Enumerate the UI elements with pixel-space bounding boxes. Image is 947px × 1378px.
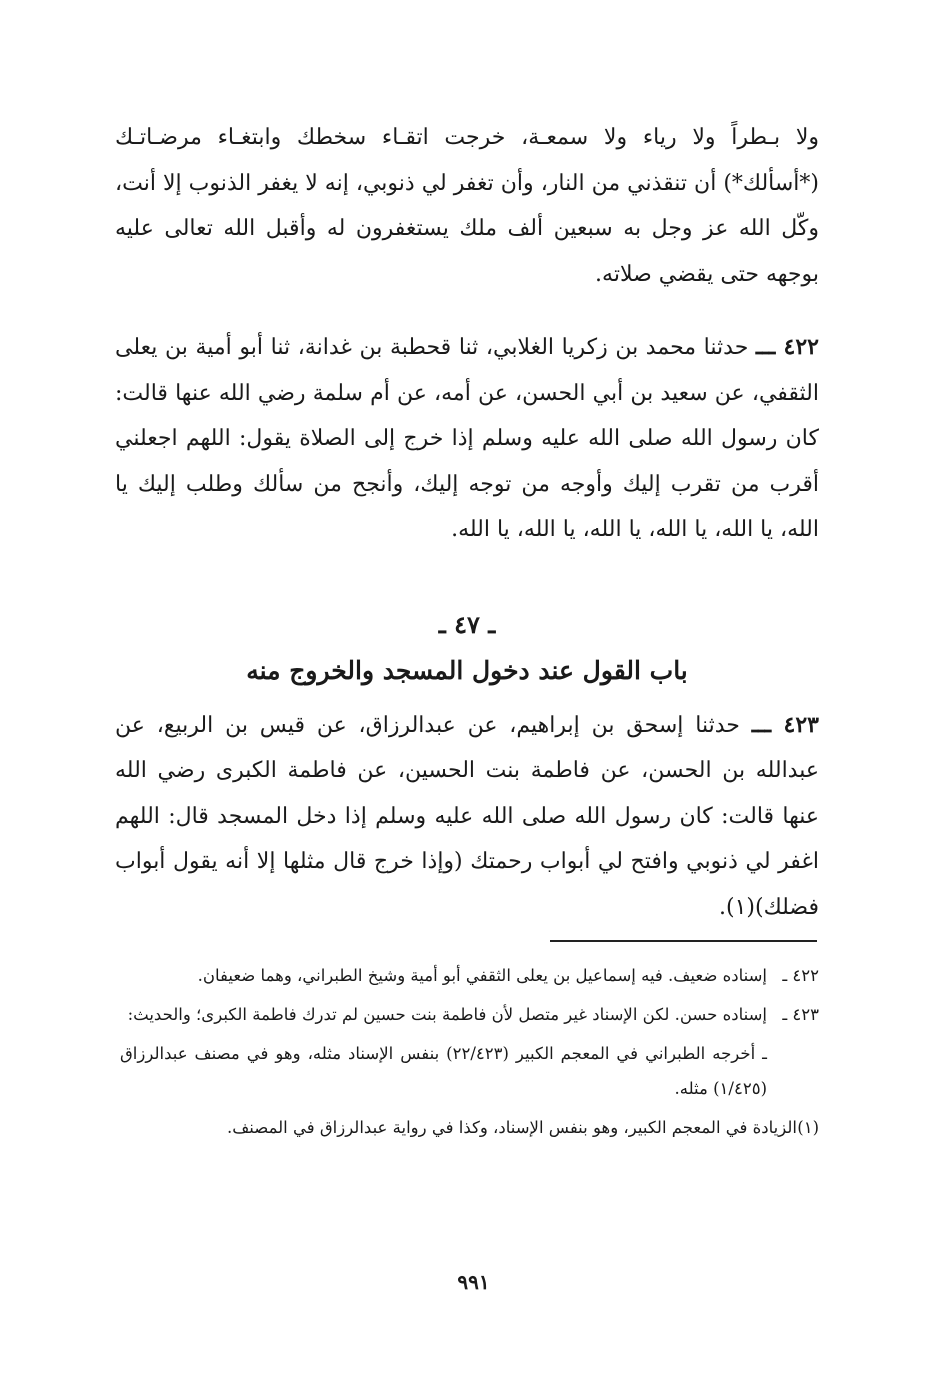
intro-paragraph: ولا بـطراً ولا رياء ولا سمعـة، خرجت اتقـاء سخطك وابتغـاء مرضـاتـك (*أسألك*) أن تنقذني من النار، وأن تغفر لي ذنوبي، إنه لا يغفر الذنوب إلا أنت، وكّل الله عز وجل به سبعين ألف ملك يستغفرون له وأقبل الله تعالى عليه بوجهه حتى يقضي صلاته. — [115, 125, 819, 287]
spacer — [115, 553, 819, 603]
page-body — [115, 115, 819, 930]
footnote-divider — [550, 940, 817, 942]
footnote-422 — [120, 958, 819, 993]
footnote-423-cont — [120, 1036, 819, 1106]
hadith-number: ٤٢٢ ـــ — [755, 334, 819, 360]
footnote-label: ٤٢٣ ـ — [782, 1005, 819, 1024]
hadith-423 — [115, 703, 819, 931]
hadith-number: ٤٢٣ ـــ — [751, 711, 819, 738]
footnote-423 — [120, 997, 819, 1032]
footnote-label: (١) — [797, 1118, 819, 1137]
chapter-title: باب القول عند دخول المسجد والخروج منه — [246, 655, 688, 685]
footnote-text: الزيادة في المعجم الكبير، وهو بنفس الإسناد، وكذا في رواية عبدالرزاق في المصنف. — [226, 1118, 797, 1137]
hadith-text: حدثنا محمد بن زكريا الغلابي، ثنا قحطبة بن غدانة، ثنا أبو أمية بن يعلى الثقفي، عن سعيد بن أبي الحسن، عن أمه، عن أم سلمة رضي الله عنها قالت: كان رسول الله صلى الله عليه وسلم إذا خرج إلى الصلاة يقول: اللهم اجعلني أقرب من تقرب إليك وأوجه من توجه إليك، وأنجح من سألك وطلب إليك يا الله، يا الله، يا الله، يا الله، يا الله، يا الله. — [115, 335, 819, 542]
footnote-text: إسناده حسن. لكن الإسناد غير متصل لأن فاطمة بنت حسين لم تدرك فاطمة الكبرى؛ والحديث: — [127, 1005, 767, 1024]
page-number: ٩٩١ — [457, 1270, 490, 1294]
footnote-1 — [120, 1110, 819, 1145]
hadith-text: حدثنا إسحق بن إبراهيم، عن عبدالرزاق، عن قيس بن الربيع، عن عبدالله بن الحسن، عن فاطمة بنت الحسين، عن فاطمة الكبرى رضي الله عنها قالت: كان رسول الله صلى الله عليه وسلم إذا دخل المسجد قال: اللهم اغفر لي ذنوبي وافتح لي أبواب رحمتك (وإذا خرج قال مثلها إلا أنه يقول أبواب فضلك)(١). — [115, 712, 819, 920]
footnote-text: إسناده ضعيف. فيه إسماعيل بن يعلى الثقفي أبو أمية وشيخ الطبراني، وهما ضعيفان. — [197, 966, 767, 985]
hadith-422 — [115, 325, 819, 553]
spacer — [115, 297, 819, 325]
footnotes — [120, 958, 819, 1149]
chapter-number: ـ ٤٧ ـ — [438, 609, 496, 639]
footnote-label: ٤٢٢ ـ — [782, 966, 819, 985]
footnote-text: ـ أخرجه الطبراني في المعجم الكبير (٢٢/٤٢٣) بنفس الإسناد مثله، وهو في مصنف عبدالرزاق (١/٤٢٥) مثله. — [120, 1044, 767, 1098]
